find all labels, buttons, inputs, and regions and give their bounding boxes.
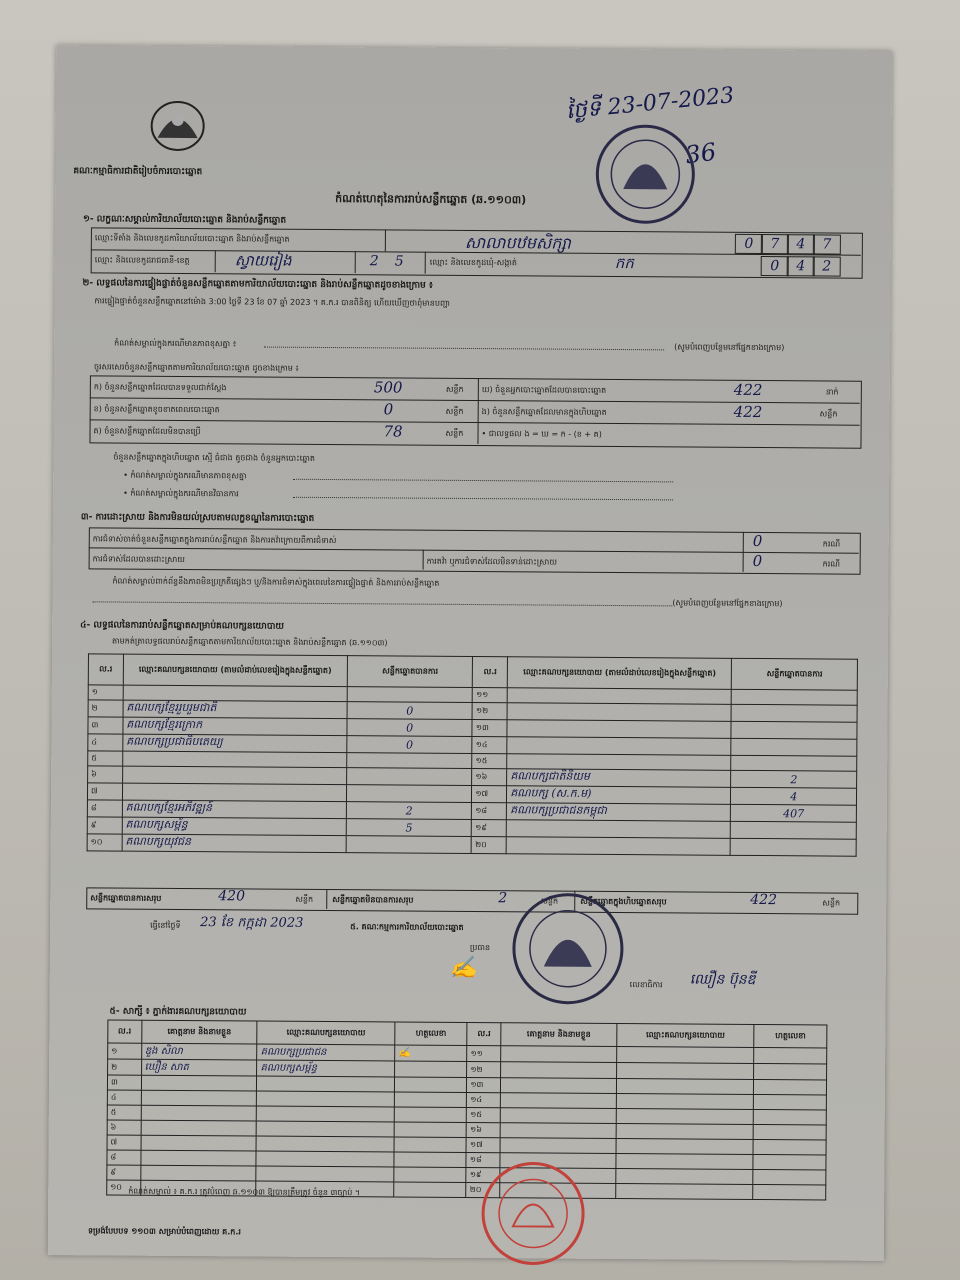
witness-signature	[753, 1154, 826, 1170]
total-unit: សន្លឹក	[822, 898, 841, 908]
row-no: ១៣	[467, 1077, 501, 1092]
party-name: គណបក្សខ្មែរក្រោក	[123, 717, 347, 736]
party-votes	[732, 689, 858, 705]
party-name: គណបក្សប្រជាជនកម្ពុជា	[507, 803, 731, 822]
count-c-unit: សន្លឹក	[445, 428, 464, 438]
secretary-name: ឈឿន ប៊ុនឌី	[689, 971, 756, 989]
row-no: ៣	[107, 1075, 141, 1090]
chair-label: ប្រធាន	[469, 943, 491, 953]
witness-name	[501, 1062, 617, 1079]
objection-unit: ករណី	[822, 539, 841, 549]
row-no: ៩	[107, 1165, 141, 1180]
section2-title: ២- លទ្ធផលនៃការផ្ទៀងផ្ទាត់ចំនួនសន្លឹកឆ្នោតតាមការិយាល័យបោះឆ្នោត និងរាប់សន្លឹកឆ្នោតដូចខាងក្រោម ៖	[82, 278, 433, 291]
party-votes: 0	[347, 736, 473, 754]
row-no: ៦	[107, 1120, 141, 1135]
footnote: កំណត់សម្គាល់ ៖ គ.ក.រ ត្រូវបំពេញ ឆ.១១០៣ ឱ្យបានត្រឹមត្រូវ ចំនួន ៣ច្បាប់ ។	[128, 1186, 361, 1198]
objection-row2-value: 0	[752, 551, 763, 571]
row-no: ៣	[88, 717, 123, 734]
total-box: 422	[750, 891, 778, 909]
bullet1: • កំណត់សម្គាល់ក្នុងករណីមានភាពខុសគ្នា	[123, 470, 247, 481]
section1-title: ១- លក្ខណៈសម្គាល់ការិយាល័យបោះឆ្នោត និងរាប់សន្លឹកឆ្នោត	[82, 214, 287, 226]
witness-name: ឌួង សិលា	[141, 1043, 257, 1060]
row2-value: ស្វាយរៀង	[234, 251, 292, 270]
witness-signature	[394, 1061, 467, 1078]
party-votes	[347, 753, 473, 769]
code-digit: 0	[761, 256, 789, 276]
count-e-label: ង) ចំនួនសន្លឹកឆ្នោតដែលមានក្នុងហិបឆ្នោត	[481, 407, 607, 417]
row-no: ២	[88, 700, 123, 717]
witness-signature	[754, 1109, 827, 1125]
date-value: 23 ខែ កក្កដា 2023	[200, 915, 304, 931]
party-votes	[347, 687, 473, 703]
total-valid-label: សន្លឹកឆ្នោតបានការសរុប	[90, 893, 162, 903]
party-votes: 0	[347, 702, 473, 720]
witness-signature: ✍	[395, 1045, 468, 1062]
chair-signature: ✍	[449, 955, 478, 982]
witness-party	[616, 1139, 754, 1155]
objection-row1-value: 0	[752, 531, 763, 551]
count-e-unit: សន្លឹក	[819, 409, 838, 419]
witness-signature	[394, 1077, 467, 1093]
row-no: ១	[108, 1043, 142, 1059]
row-no: ៤	[88, 734, 123, 751]
row1-label: ឈ្មោះទីតាំង និងលេខកូដការិយាល័យបោះឆ្នោត និងរាប់សន្លឹកឆ្នោត	[94, 233, 290, 244]
count-b-value: 0	[383, 400, 394, 419]
w-col-name: គោត្តនាម និងនាមខ្លួន	[501, 1023, 617, 1047]
row-no: ១៧	[472, 786, 507, 803]
witness-signature	[754, 1047, 827, 1064]
witness-signature	[754, 1079, 827, 1095]
party-votes: 2	[731, 770, 857, 788]
party-name	[506, 820, 730, 839]
witness-party	[616, 1184, 754, 1200]
party-votes	[346, 785, 472, 803]
total-box-label: សន្លឹកឆ្នោតក្នុងហិបឆ្នោតសរុប	[580, 896, 667, 907]
row-no: ១៩	[472, 820, 507, 837]
section4-subtitle: តាមកត់ត្រាលទ្ធផលរាប់សន្លឹកឆ្នោតតាមការិយាល័យបោះឆ្នោត និងរាប់សន្លឹកឆ្នោត (ឆ.១១០៣)	[112, 636, 388, 648]
count-d-unit: នាក់	[825, 387, 839, 397]
row-no: ១៨	[472, 803, 507, 820]
count-c-label: គ) ចំនួនសន្លឹកឆ្នោតដែលមិនបានប្រើ	[93, 426, 201, 437]
formula: • ជាលទ្ធផល ង = ឃ = ក - (ខ + គ)	[481, 429, 602, 439]
witness-name	[140, 1150, 256, 1166]
objection-row2: ការជំទាស់ដែលបានដោះស្រាយ	[92, 554, 185, 565]
party-votes	[731, 755, 857, 771]
party-name	[507, 720, 731, 739]
w-col-name: គោត្តនាម និងនាមខ្លួន	[141, 1020, 257, 1044]
bullet2: • កំណត់សម្គាល់ក្នុងករណីមានវិធានការ	[123, 488, 239, 499]
signer-label: ៥. គណៈកម្មការការិយាល័យបោះឆ្នោត	[350, 922, 464, 932]
count-d-value: 422	[733, 380, 763, 400]
witness-signature	[394, 1092, 467, 1108]
witness-signature	[754, 1124, 827, 1140]
row-no: ១២	[467, 1061, 501, 1077]
witness-party	[256, 1136, 394, 1152]
witness-name	[500, 1108, 616, 1124]
code-digit: 7	[813, 234, 841, 254]
form-footer: ទម្រង់បែបបទ ១១០៣ សម្រាប់បំពេញដោយ គ.ក.រ	[87, 1226, 241, 1237]
party-votes: 5	[346, 819, 472, 837]
party-votes	[731, 738, 857, 756]
row-no: ៦	[88, 766, 123, 783]
secretary-label: លេខាធិការ	[629, 980, 663, 990]
row2-label-b: ឈ្មោះ និងលេខកូដឃុំ-សង្កាត់	[429, 257, 518, 268]
witness-signature	[754, 1094, 827, 1110]
witness-signature	[394, 1122, 467, 1138]
code-digit: 0	[735, 234, 763, 254]
party-votes	[347, 768, 473, 786]
handwritten-code: 36	[683, 137, 718, 170]
row-no: ១២	[472, 703, 507, 720]
w-col-sign: ហត្ថលេខា	[395, 1022, 468, 1046]
count-b-label: ខ) ចំនួនសន្លឹកឆ្នោតខូចខាតពេលបោះឆ្នោត	[93, 404, 220, 415]
witness-name	[500, 1123, 616, 1139]
party-votes: 0	[347, 719, 473, 737]
w-col-no: ល.រ	[108, 1020, 142, 1043]
count-d-label: ឃ) ចំនួនអ្នកបោះឆ្នោតដែលបានបោះឆ្នោត	[481, 385, 607, 395]
top-stamp	[575, 119, 716, 230]
results-table	[87, 653, 858, 856]
total-unit: សន្លឹក	[295, 894, 314, 904]
party-votes	[346, 836, 472, 854]
handwritten-date: ថ្ងៃទី 23-07-2023	[564, 83, 736, 125]
row-no: ១១	[467, 1045, 501, 1061]
witness-name	[140, 1165, 256, 1181]
party-name	[507, 703, 731, 722]
count-b-unit: សន្លឹក	[445, 406, 464, 416]
row-no: ១៦	[467, 1122, 501, 1137]
col-party: ឈ្មោះគណបក្សនយោបាយ (តាមលំដាប់លេខរៀងក្នុងសន្លឹកឆ្នោត)	[507, 657, 731, 690]
code-digit: 7	[761, 234, 789, 254]
row-no: ១០	[107, 1180, 141, 1195]
row-no: ៩	[87, 817, 122, 834]
objection-row2b: ការតវ៉ា ឬការជំទាស់ដែលមិនទាន់ដោះស្រាយ	[426, 556, 557, 567]
witness-name	[500, 1093, 616, 1109]
party-name: គណបក្សខ្មែររួបរួមជាតិ	[123, 700, 347, 719]
row-no: ៥	[88, 751, 123, 766]
total-invalid: 2	[498, 890, 508, 907]
row-no: ១៤	[472, 737, 507, 754]
party-name: គណបក្សប្រជាធិបតេយ្យ	[123, 734, 347, 753]
row-no: ៤	[107, 1090, 141, 1105]
w-col-party: ឈ្មោះគណបក្សនយោបាយ	[617, 1024, 755, 1048]
party-votes	[731, 704, 857, 722]
total-unit: សន្លឹក	[540, 896, 559, 906]
party-name	[122, 766, 346, 785]
w-col-no: ល.រ	[467, 1022, 501, 1045]
count-a-unit: សន្លឹក	[445, 384, 464, 394]
note-line: កំណត់សម្គាល់ក្នុងករណីមានភាពខុសគ្នា ៖	[114, 338, 237, 349]
witness-party	[257, 1106, 395, 1122]
witness-party	[257, 1076, 395, 1092]
witness-party	[257, 1121, 395, 1137]
org-name: គណៈកម្មាធិការជាតិរៀបចំការបោះឆ្នោត	[73, 166, 203, 178]
col-party: ឈ្មោះគណបក្សនយោបាយ (តាមលំដាប់លេខរៀងក្នុងសន្លឹកឆ្នោត)	[123, 654, 347, 687]
witness-name: ឃឿន សាត	[141, 1059, 257, 1076]
row-no: ៨	[87, 800, 122, 817]
row2-code-b: 5	[394, 253, 404, 270]
code-digit: 4	[787, 234, 815, 254]
red-seal	[478, 1158, 589, 1269]
row-no: ១៦	[472, 769, 507, 786]
witness-signature	[753, 1169, 826, 1185]
witness-party	[616, 1124, 754, 1140]
date-label: ធ្វើនៅថ្ងៃទី	[150, 920, 181, 930]
witness-signature	[754, 1063, 827, 1080]
witness-party: គណបក្សប្រជាជន	[257, 1044, 395, 1061]
total-invalid-label: សន្លឹកឆ្នោតមិនបានការសរុប	[332, 895, 414, 905]
row-no: ១០	[87, 834, 122, 851]
w-col-sign: ហត្ថលេខា	[754, 1024, 827, 1048]
time-line: ការផ្ទៀងផ្ទាត់ចំនួនសន្លឹកឆ្នោតនៅម៉ោង 3:00 ថ្ងៃទី 23 ខែ 07 ឆ្នាំ 2023 ។ គ.ក.រ បានពិនិត្យ ហើយឃើញថាពុំមានបញ្ហា	[94, 296, 451, 308]
col-votes: សន្លឹកឆ្នោតបានការ	[347, 656, 473, 688]
witness-signature	[394, 1152, 467, 1168]
party-name	[506, 837, 730, 856]
form-title: កំណត់ហេតុនៃការរាប់សន្លឹកឆ្នោត (ឆ.១១០៣)	[335, 192, 527, 207]
row-no: ១	[88, 685, 123, 700]
witness-name	[500, 1078, 616, 1094]
witness-name	[141, 1135, 257, 1151]
party-name: គណបក្សយុវជន	[122, 834, 346, 853]
party-name: គណបក្សជាតិនិយម	[507, 769, 731, 788]
witness-name	[141, 1090, 257, 1106]
witness-party	[256, 1151, 394, 1167]
party-votes: 4	[731, 787, 857, 805]
witness-name	[501, 1046, 617, 1063]
section4-title: ៤- លទ្ធផលនៃការរាប់សន្លឹកឆ្នោតសម្រាប់គណបក្សនយោបាយ	[80, 620, 285, 632]
witness-signature	[394, 1107, 467, 1123]
row-no: ១៣	[472, 720, 507, 737]
witness-party	[616, 1063, 754, 1080]
witness-party: គណបក្សសម្ព័ន្ធ	[257, 1060, 395, 1077]
witness-party	[257, 1091, 395, 1107]
row-no: ២០	[472, 837, 507, 854]
row2-value-b: កក	[614, 254, 634, 273]
witness-party	[616, 1154, 754, 1170]
count-e-value: 422	[733, 402, 763, 422]
count-a-value: 500	[373, 378, 403, 397]
objection-hint: (សូមបំពេញបន្ថែមនៅផ្នែកខាងក្រោម)	[672, 598, 783, 609]
witness-signature	[394, 1182, 467, 1198]
row-no: ៧	[107, 1135, 141, 1150]
form-sheet	[48, 45, 892, 1261]
party-name	[507, 688, 731, 705]
witness-table	[106, 1019, 827, 1200]
col-votes: សន្លឹកឆ្នោតបានការ	[732, 658, 858, 690]
total-valid: 420	[218, 888, 246, 905]
row-no: ២	[108, 1059, 142, 1075]
objection-unit: ករណី	[822, 559, 841, 569]
fill-hint: (សូមបំពេញបន្ថែមនៅផ្នែកខាងក្រោម)	[674, 342, 785, 353]
section5-title: ៥- សាក្សី ៖ ភ្នាក់ងារគណបក្សនយោបាយ	[109, 1006, 247, 1018]
party-name	[507, 737, 731, 756]
witness-party	[616, 1109, 754, 1125]
row-no: ១៨	[466, 1152, 500, 1167]
party-name: គណបក្ស (ស.ក.ម)	[507, 786, 731, 805]
official-seal	[508, 888, 629, 1009]
party-name: គណបក្សខ្មែរអភិវឌ្ឍន៍	[122, 800, 346, 819]
row-no: ១៩	[466, 1167, 500, 1182]
party-votes	[731, 821, 857, 839]
party-name	[122, 783, 346, 802]
objection-note: កំណត់សម្គាល់ពាក់ព័ន្ធនឹងភាពមិនប្រក្រតីផ្សេងៗ ឬ/និងការជំទាស់ក្នុងពេលនៃការផ្ទៀងផ្ទាត់ និងការរាប់សន្លឹកឆ្នោត	[112, 576, 440, 588]
code-digit: 2	[813, 256, 841, 276]
check-line: ចំនួនសន្លឹកឆ្នោតក្នុងហិបឆ្នោត ស្មើ ធំជាង តូចជាង ចំនួនអ្នកបោះឆ្នោត	[113, 452, 315, 463]
party-votes: 2	[346, 802, 472, 820]
row-no: ១៤	[467, 1092, 501, 1107]
party-votes	[731, 721, 857, 739]
code-digit: 4	[787, 256, 815, 276]
witness-party	[616, 1079, 754, 1095]
row-no: ១៥	[467, 1107, 501, 1122]
totals-row	[86, 887, 858, 914]
section3-title: ៣- ការដោះស្រាយ និងការមិនយល់ស្របតាមលក្ខខណ្ឌនៃការបោះឆ្នោត	[80, 512, 315, 524]
count-a-label: ក) ចំនួនសន្លឹកឆ្នោតដែលបានទទួលជាក់ស្តែង	[93, 382, 227, 393]
list-title: ចូរសរសេរចំនួនសន្លឹកឆ្នោតតាមការិយាល័យបោះឆ្នោត ដូចខាងក្រោម ៖	[93, 362, 299, 373]
witness-signature	[394, 1137, 467, 1153]
col-no: ល.រ	[88, 654, 123, 685]
party-name: គណបក្សសម្ព័ន្ធ	[122, 817, 346, 836]
witness-party	[617, 1047, 755, 1064]
row1-value: សាលាបឋមសិក្សា	[464, 232, 572, 253]
row-no: ៨	[107, 1150, 141, 1165]
count-c-value: 78	[383, 422, 403, 441]
party-votes	[731, 838, 857, 856]
witness-name	[141, 1075, 257, 1091]
row2-label: ឈ្មោះ និងលេខកូដរាជធានី-ខេត្ត	[94, 255, 190, 266]
party-name	[122, 751, 346, 768]
witness-signature	[753, 1139, 826, 1155]
row-no: ១៥	[472, 754, 507, 769]
col-no: ល.រ	[473, 657, 508, 688]
emblem-icon	[147, 96, 207, 154]
row-no: ៥	[107, 1105, 141, 1120]
row-no: ២០	[466, 1182, 500, 1197]
row2-code-a: 2	[369, 253, 379, 270]
witness-name	[141, 1120, 257, 1136]
witness-name	[141, 1105, 257, 1121]
witness-signature	[394, 1167, 467, 1183]
row-no: ១៧	[466, 1137, 500, 1152]
row-no: ៧	[87, 783, 122, 800]
witness-signature	[753, 1184, 826, 1200]
witness-party	[256, 1166, 394, 1182]
party-name	[123, 685, 347, 702]
witness-party	[616, 1169, 754, 1185]
row-no: ១១	[473, 688, 508, 703]
party-votes: 407	[731, 804, 857, 822]
objection-row1: ការជំទាស់ចាត់ចំនួនសន្លឹកឆ្នោតក្នុងការរាប់សន្លឹកឆ្នោត និងការតវ៉ាក្រោយពីការជំទាស់	[92, 534, 337, 546]
party-name	[507, 754, 731, 771]
w-col-party: ឈ្មោះគណបក្សនយោបាយ	[257, 1021, 395, 1045]
witness-party	[616, 1094, 754, 1110]
witness-name	[500, 1138, 616, 1154]
